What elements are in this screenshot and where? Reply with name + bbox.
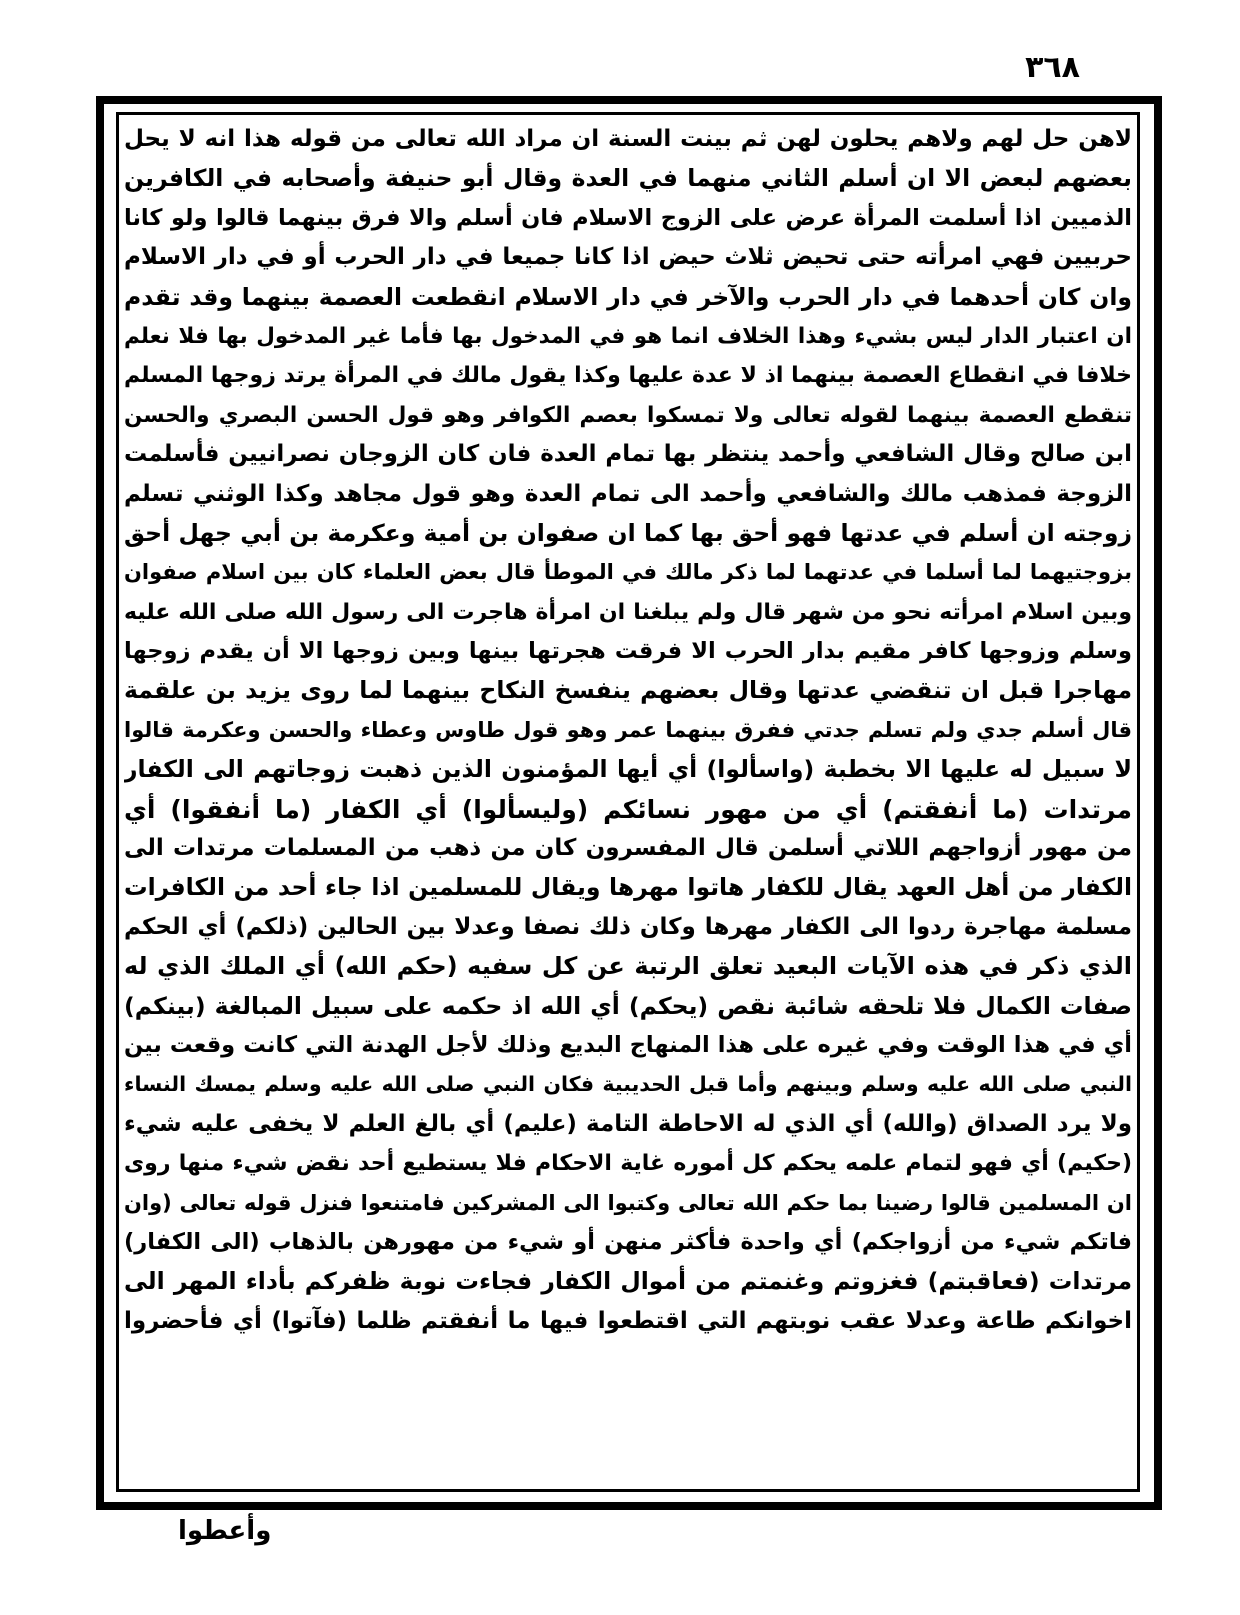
text-line: ولا يرد الصداق (والله) أي الذي له الاحاطة التامة (عليم) أي بالغ العلم لا يخفى عليه شيء	[124, 1110, 1132, 1137]
text-line: مهاجرا قبل ان تنقضي عدتها وقال بعضهم ينفسخ النكاح بينهما لما روى يزيد بن علقمة	[124, 676, 1132, 705]
text-line: بعضهم لبعض الا ان أسلم الثاني منهما في العدة وقال أبو حنيفة وأصحابه في الكافرين	[124, 164, 1132, 193]
text-line: فاتكم شيء من أزواجكم) أي واحدة فأكثر منهن أو شيء من مهورهن بالذهاب (الى الكفار)	[124, 1228, 1132, 1255]
text-line: الذي ذكر في هذه الآيات البعيد تعلق الرتبة عن كل سفيه (حكم الله) أي الملك الذي له	[124, 952, 1132, 981]
text-line: مسلمة مهاجرة ردوا الى الكفار مهرها وكان ذلك نصفا وعدلا بين الحالين (ذلكم) أي الحكم	[124, 913, 1132, 940]
text-line: لا سبيل له عليها الا بخطبة (واسألوا) أي أيها المؤمنون الذين ذهبت زوجاتهم الى الكفار	[124, 755, 1132, 784]
text-line: ان اعتبار الدار ليس بشيء وهذا الخلاف انما هو في المدخول بها فأما غير المدخول بها فلا نعلم	[124, 323, 1132, 349]
text-line: ابن صالح وقال الشافعي وأحمد ينتظر بها تمام العدة فان كان الزوجان نصرانيين فأسلمت	[124, 441, 1132, 468]
text-line: لاهن حل لهم ولاهم يحلون لهن ثم بينت السنة ان مراد الله تعالى من قوله هذا انه لا يحل	[124, 126, 1132, 152]
text-line: وسلم وزوجها كافر مقيم بدار الحرب الا فرقت هجرتها بينها وبين زوجها الا أن يقدم زوجها	[124, 638, 1132, 665]
text-line: بزوجتيهما لما أسلما في عدتهما لما ذكر مالك في الموطأ قال بعض العلماء كان بين اسلام صفوان	[124, 560, 1132, 585]
text-line: وان كان أحدهما في دار الحرب والآخر في دار الاسلام انقطعت العصمة بينهما وقد تقدم	[124, 282, 1132, 311]
page-number: ٣٦٨	[1025, 50, 1080, 85]
main-text	[124, 120, 1132, 1484]
text-line: من مهور أزواجهم اللاتي أسلمن قال المفسرون كان من ذهب من المسلمات مرتدات الى	[124, 835, 1132, 862]
text-line: النبي صلى الله عليه وسلم وبينهم وأما قبل الحديبية فكان النبي صلى الله عليه وسلم يمسك النساء	[124, 1072, 1132, 1097]
text-line: الكفار من أهل العهد يقال للكفار هاتوا مهرها ويقال للمسلمين اذا جاء أحد من الكافرات	[124, 873, 1132, 902]
text-line: مرتدات (فعاقبتم) فغزوتم وغنمتم من أموال الكفار فجاءت نوبة ظفركم بأداء المهر الى	[124, 1267, 1132, 1296]
text-line: الزوجة فمذهب مالك والشافعي وأحمد الى تمام العدة وهو قول مجاهد وكذا الوثني تسلم	[124, 480, 1132, 507]
text-line: اخوانكم طاعة وعدلا عقب نوبتهم التي اقتطعوا فيها ما أنفقتم ظلما (فآتوا) أي فأحضروا	[124, 1307, 1132, 1334]
text-line: قال أسلم جدي ولم تسلم جدتي ففرق بينهما عمر وهو قول طاوس وعطاء والحسن وعكرمة قالوا	[124, 717, 1132, 742]
text-line: أي في هذا الوقت وفي غيره على هذا المنهاج البديع وذلك لأجل الهدنة التي كانت وقعت بين	[124, 1031, 1132, 1058]
text-line: (حكيم) أي فهو لتمام علمه يحكم كل أموره غاية الاحكام فلا يستطيع أحد نقض شيء منها روى	[124, 1151, 1132, 1177]
catchword: وأعطوا	[178, 1516, 272, 1546]
text-line: وبين اسلام امرأته نحو من شهر قال ولم يبلغنا ان امرأة هاجرت الى رسول الله صلى الله عليه	[124, 599, 1132, 625]
text-line: حربيين فهي امرأته حتى تحيض ثلاث حيض اذا كانا جميعا في دار الحرب أو في دار الاسلام	[124, 244, 1132, 271]
text-line: الذميين اذا أسلمت المرأة عرض على الزوج الاسلام فان أسلم والا فرق بينهما قالوا ولو كانا	[124, 204, 1132, 231]
text-line: خلافا في انقطاع العصمة بينهما اذ لا عدة عليها وكذا يقول مالك في المرأة يرتد زوجها المسلم	[124, 363, 1132, 389]
text-line: مرتدات (ما أنفقتم) أي من مهور نسائكم (وليسألوا) أي الكفار (ما أنفقوا) أي	[124, 794, 1132, 824]
text-line: زوجته ان أسلم في عدتها فهو أحق بها كما ان صفوان بن أمية وعكرمة بن أبي جهل أحق	[124, 518, 1132, 547]
text-line: صفات الكمال فلا تلحقه شائبة نقص (يحكم) أي الله اذ حكمه على سبيل المبالغة (بينكم)	[124, 991, 1132, 1020]
text-line: تنقطع العصمة بينهما لقوله تعالى ولا تمسكوا بعصم الكوافر وهو قول الحسن البصري والحسن	[124, 402, 1132, 428]
text-line: ان المسلمين قالوا رضينا بما حكم الله تعالى وكتبوا الى المشركين فامتنعوا فنزل قوله تعالى (وان	[124, 1190, 1132, 1215]
